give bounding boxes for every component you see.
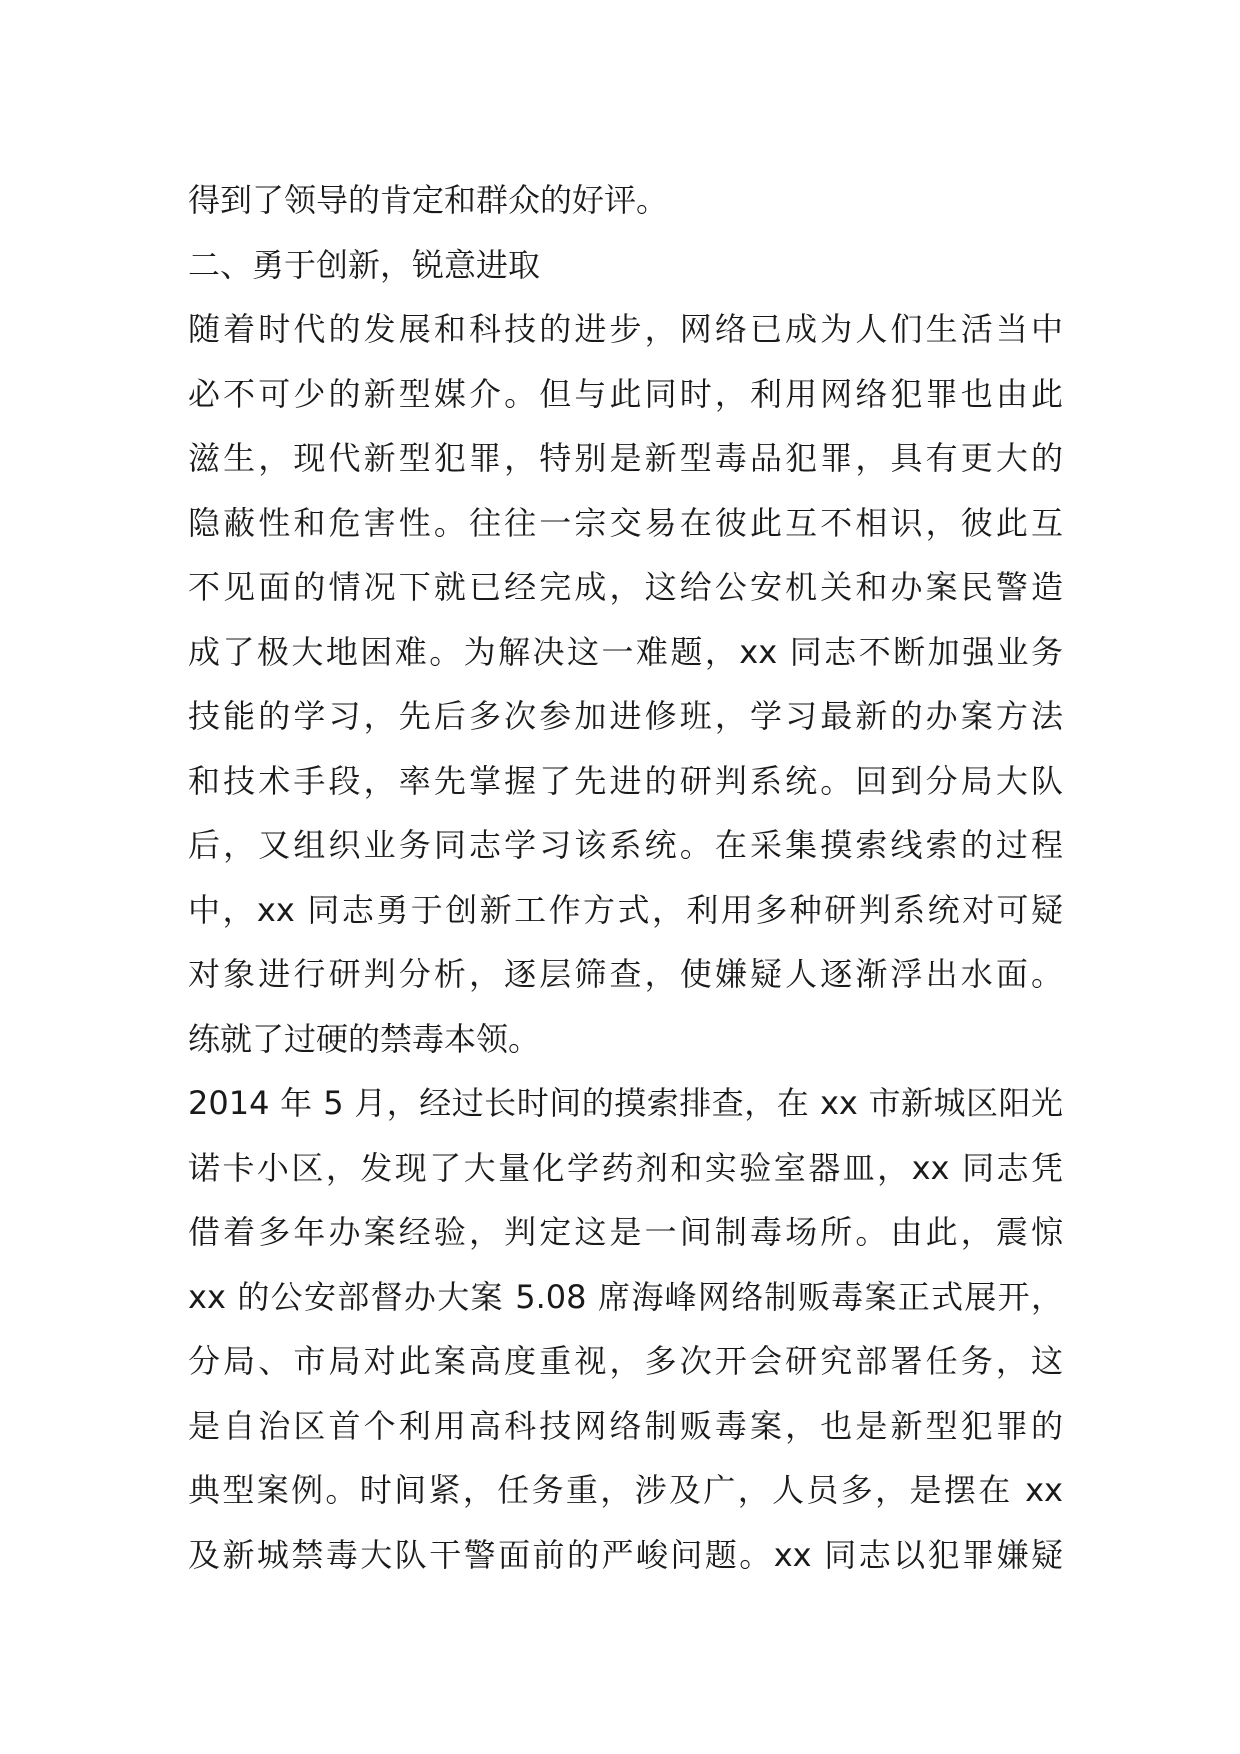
text-line: 必不可少的新型媒介。但与此同时，利用网络犯罪也由此 [188,374,1063,413]
text-line: 及新城禁毒大队干警面前的严峻问题。xx 同志以犯罪嫌疑 [188,1535,1063,1574]
text-line: 借着多年办案经验，判定这是一间制毒场所。由此，震惊 [188,1213,1063,1251]
text-line: 技能的学习，先后多次参加进修班，学习最新的办案方法 [188,697,1063,735]
text-line: 诺卡小区，发现了大量化学药剂和实验室器皿，xx 同志凭 [188,1148,1063,1187]
text-line: 是自治区首个利用高科技网络制贩毒案，也是新型犯罪的 [188,1406,1063,1445]
text-line: 隐蔽性和危害性。往往一宗交易在彼此互不相识，彼此互 [188,503,1063,542]
text-line: 滋生，现代新型犯罪，特别是新型毒品犯罪，具有更大的 [188,439,1063,477]
text-line: 中，xx 同志勇于创新工作方式，利用多种研判系统对可疑 [188,890,1063,929]
text-line: 对象进行研判分析，逐层筛查，使嫌疑人逐渐浮出水面。 [188,955,1063,993]
text-line: 分局、市局对此案高度重视，多次开会研究部署任务，这 [188,1342,1063,1380]
text-line: 典型案例。时间紧，任务重，涉及广，人员多，是摆在 xx [188,1471,1063,1509]
text-line: xx 的公安部督办大案 5.08 席海峰网络制贩毒案正式展开， [188,1277,1063,1316]
text-line: 和技术手段，率先掌握了先进的研判系统。回到分局大队 [188,761,1063,800]
body-text [188,168,1063,1587]
text-line: 练就了过硬的禁毒本领。 [188,1019,541,1058]
text-line: 得到了领导的肯定和群众的好评。 [188,181,669,219]
text-line: 二、勇于创新，锐意进取 [188,245,541,284]
text-line: 后，又组织业务同志学习该系统。在采集摸索线索的过程 [188,826,1063,864]
text-line: 2014 年 5 月，经过长时间的摸索排查，在 xx 市新城区阳光 [188,1084,1063,1122]
text-line: 不见面的情况下就已经完成，这给公安机关和办案民警造 [188,568,1063,606]
text-line: 成了极大地困难。为解决这一难题，xx 同志不断加强业务 [188,632,1063,671]
text-line: 随着时代的发展和科技的进步，网络已成为人们生活当中 [188,310,1063,348]
